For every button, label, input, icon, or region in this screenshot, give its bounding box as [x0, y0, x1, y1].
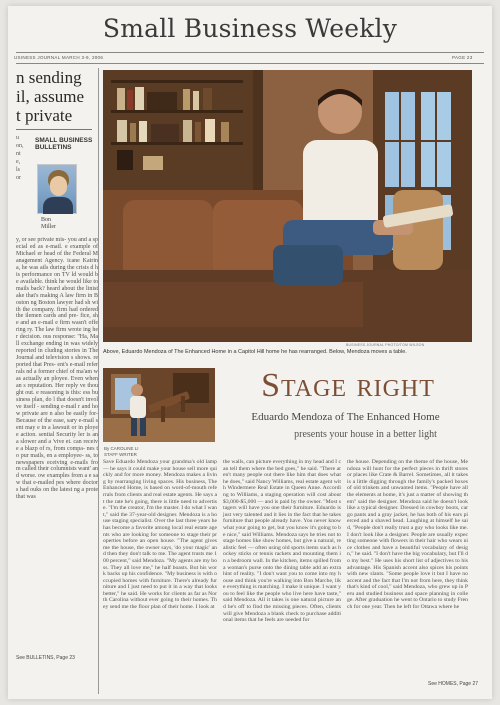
frag-line-3: nt: [16, 151, 21, 157]
newspaper-page: [8, 6, 492, 699]
photo-credit: BUSINESS JOURNAL PHOTO/TOM WILSON: [346, 343, 425, 347]
main-photo-illustration: [103, 70, 472, 342]
left-column: [16, 68, 98, 694]
article-column-2-text: the walls, can picture everything in my head and I can tell them where the bed goes," he said. "There aren't many people out there like him that does what he does," said Nancy Williams, real estate agent with Windermere Real Estate in Queen Anne. According to Williams, a staging operation will cost about $3,000-$5,000 — and is paid by the owner. "Most stagers will have you one their furniture. Eduardo is just very talented and it lies in the fact that he takes furniture that people already have. You never know what your going to get, but you know it's going to be nice," said Williams. Mendoza says he tries not to stage homes like show homes, but give a natural, realistic feel — often using old sports items such as hockey sticks or tennis rackets and mounting them in a bedroom wall. In the kitchen, items spilled from a woman's purse onto the dining table add an extra hint of reality. "I don't want you to come into my house and think you're walking into Bon Marche, like everything is matching. I make it unique. I want you to feel like the people who live here have taste," said Mendoza. All it takes is one natural picture and he's off to find the missing pieces. Often, clients will give Mendoza a blank check to purchase additional items that he feels are needed for: [223, 459, 341, 624]
folio-left: USINESS JOURNAL MARCH 3-9, 2006: [14, 55, 104, 60]
masthead: Small Business Weekly: [102, 14, 398, 43]
bulletin-box: [16, 135, 98, 237]
columnist-photo: [37, 164, 77, 214]
main-photo: [103, 70, 472, 342]
photo-caption: Above, Eduardo Mendoza of The Enhanced Home in a Capitol Hill home he has rearranged. Below, Mendoza moves a table.: [103, 349, 407, 355]
secondary-photo-illustration: [103, 368, 215, 442]
byline-author: By CAROLINE LI: [104, 446, 139, 451]
article-byline: [104, 446, 139, 458]
masthead-rule-bottom: [16, 63, 484, 64]
folio-right: PAGE 23: [452, 55, 473, 60]
article-column-3-text: the house. Depending on the theme of the house, Mendoza will hunt for the perfect pieces in thrift stores or places like Crate & Barrel. Sometimes, all it takes is a little digging through the family's packed boxes of old trinkets and unwanted items. "People have all the elements at home, it's just a matter of showing them" said the designer. Mendoza said he doesn't look like a typical designer. Dressed in cowboy boots, cargo pants and a gray jacket, he has both of his ears pierced and a shaved head. Laughing at himself he said, "People don't really trust a guy who looks like me. I don't look like a designer. People are usually expecting someone with flowers in their hair who wears nice clothes and have a beautiful vocabulary of design," he said. "I don't have the big vocabulary, but I'll do my best." He uses his short list of adjectives to his advantage. His Spanish accent also spices his points with new slants. "Some people love it but I have no accent and the fact that I'm not from here, they think that's kind of cool," said Mendoza, who grew up in Peru and studied business and space planning in college. After graduation he went to Ontario to study French for one year. Then he left for Ottawa where he: [347, 459, 468, 611]
column-divider-left: [98, 68, 99, 694]
left-jump-line: See BULLETINS, Page 23: [16, 655, 75, 661]
article-column-1-text: Save Eduardo Mendoza your grandma's old lamp — he says it could make your house sell more quickly and for more money. Mendoza makes a living by rearranging living spaces. His business, The Enhanced Home, is based on word-of-mouth referrals from clients and real estate agents. He says at the rate he's going, there is little need to advertise. "I'm the creator, I'm the master. I do what I want," said the 37-year-old designer. Mendoza is a house staging specialist. Over the last three years he has become a favorite among local real estate agents who are looking for someone to stage their properties before an open house. "The agent gives me the house, the owner says, 'do your magic' and then they don't talk to me. The agent trusts me 100 percent," said Mendoza. "My agents are my boss. They all love me," he half boasts. But his work backs up his confidence. "My business is with occupied homes with furniture. There's already furniture and I just need to put it in a way that looks better," he said. He works for clients as far as North Carolina without ever going to their homes. They send me the floor plan of their home. I look at: [103, 459, 217, 611]
columnist-collar: [43, 197, 73, 214]
frag-line-5: ls: [16, 167, 21, 173]
left-column-headline: [16, 68, 98, 125]
left-head-line-2: il, assume: [16, 87, 84, 106]
frag-line-6: or: [16, 175, 21, 181]
article-column-3: [347, 459, 468, 677]
article-column-2: [223, 459, 341, 677]
left-head-line-1: n sending: [16, 68, 82, 87]
bulletin-title: SMALL BUSINESS BULLETINS: [35, 137, 93, 151]
article-headline: Stage right: [261, 367, 435, 404]
article-deck-secondary: presents your house in a better light: [294, 429, 437, 440]
byline-role: STAFF WRITER: [104, 452, 137, 457]
columnist-last-name: Miller: [41, 224, 56, 230]
frag-line-2: on,: [16, 143, 24, 149]
frag-line-1: u: [16, 135, 19, 141]
frag-line-4: e,: [16, 159, 21, 165]
secondary-photo: [103, 368, 215, 442]
article-deck-primary: Eduardo Mendoza of The Enhanced Home: [251, 411, 440, 423]
columnist-byline: [41, 217, 56, 231]
columnist-face: [50, 176, 67, 196]
article-jump-line: See HOMES, Page 27: [428, 681, 479, 687]
article-column-1: [103, 459, 217, 677]
masthead-rule-top: [16, 52, 484, 53]
columnist-first-name: Bon: [41, 217, 52, 223]
left-column-body: y, or see private mis- you and a special ed as e-mail. e example of Michael er head of the Federal Management Agency. icane Katrina, he was ails during the crisis d his performance on TV ld would be available. think he would like to mails back? heard about the linistake that's making A law firm in Boston ng Boston lawyer had sh with the company. firm had ordered the ilemen cards and pre- fice, she and an e-mail e firm wasn't offering ry. The law firm wrote ing her decision. ous response: "Ha, Ma ll exchange ending in was widely reported in cluding stories in The Journal and television s shows. reported that Pres- ent's e-mail referrals nd a former chief of ma'am was actually an ployee. Even when an s reputation. Her reply ve thought out. e reasoning is this: ess business plan, do l that doesn't involve itself - sending e-mail r and how private are n also be easily for- Because of the ease, sary e-mail sent may e in a lawsuit or in ployee action. sential Security ler is an a slower and a 'vive et. can receive a blazp of rs, from compa- nes to pur mails, en a employee- ss, to newspapers eceiving e-mails from called their columnists want' and worse. ow examples from a e saw that e-mailed pes where doctors had ouks on the latest ng a prote that was: [16, 237, 98, 501]
left-head-line-3: t private: [16, 106, 73, 125]
left-divider: [16, 129, 92, 130]
